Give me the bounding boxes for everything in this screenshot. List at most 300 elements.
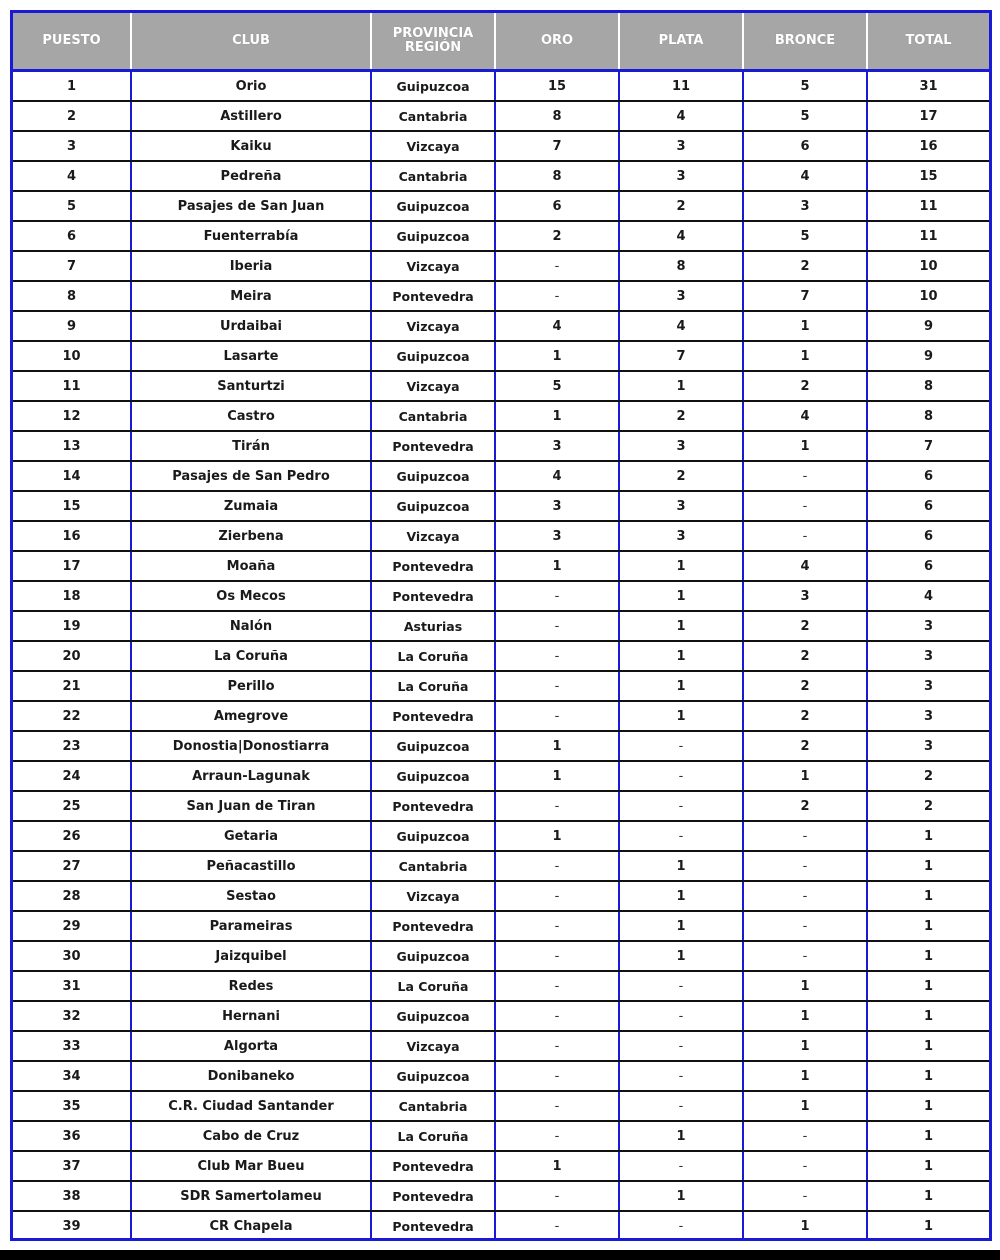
cell-total: 1 <box>867 881 989 911</box>
table-row <box>13 971 989 1001</box>
cell-provincia: Guipuzcoa <box>371 71 495 102</box>
cell-plata: - <box>619 761 743 791</box>
cell-total: 3 <box>867 611 989 641</box>
table-row <box>13 101 989 131</box>
cell-puesto: 34 <box>13 1061 131 1091</box>
cell-bronce: - <box>743 1181 867 1211</box>
cell-oro: 6 <box>495 191 619 221</box>
cell-total: 10 <box>867 251 989 281</box>
cell-club: CR Chapela <box>131 1211 371 1240</box>
cell-puesto: 38 <box>13 1181 131 1211</box>
cell-plata: - <box>619 1031 743 1061</box>
cell-bronce: - <box>743 521 867 551</box>
cell-puesto: 20 <box>13 641 131 671</box>
cell-puesto: 6 <box>13 221 131 251</box>
cell-total: 1 <box>867 971 989 1001</box>
cell-provincia: Pontevedra <box>371 1211 495 1240</box>
cell-bronce: 5 <box>743 101 867 131</box>
cell-bronce: 4 <box>743 401 867 431</box>
cell-plata: 1 <box>619 551 743 581</box>
table-body <box>13 71 989 1241</box>
cell-oro: - <box>495 1001 619 1031</box>
cell-total: 9 <box>867 341 989 371</box>
cell-club: Hernani <box>131 1001 371 1031</box>
cell-puesto: 25 <box>13 791 131 821</box>
cell-plata: 2 <box>619 191 743 221</box>
cell-puesto: 4 <box>13 161 131 191</box>
cell-oro: 1 <box>495 761 619 791</box>
table-row <box>13 791 989 821</box>
cell-plata: 1 <box>619 371 743 401</box>
cell-provincia: Guipuzcoa <box>371 1001 495 1031</box>
cell-club: Kaiku <box>131 131 371 161</box>
cell-oro: 1 <box>495 821 619 851</box>
header-club: CLUB <box>131 13 371 71</box>
cell-puesto: 8 <box>13 281 131 311</box>
cell-total: 1 <box>867 1181 989 1211</box>
cell-puesto: 22 <box>13 701 131 731</box>
cell-total: 8 <box>867 401 989 431</box>
cell-club: SDR Samertolameu <box>131 1181 371 1211</box>
cell-provincia: Vizcaya <box>371 371 495 401</box>
cell-plata: 4 <box>619 221 743 251</box>
cell-total: 1 <box>923 1218 934 1234</box>
table-row <box>13 131 989 161</box>
table-row <box>13 701 989 731</box>
cell-club: Iberia <box>131 251 371 281</box>
cell-plata: 1 <box>619 941 743 971</box>
table-row <box>13 1001 989 1031</box>
cell-plata: - <box>619 821 743 851</box>
cell-puesto: 29 <box>13 911 131 941</box>
cell-club: Pasajes de San Pedro <box>131 461 371 491</box>
table-row <box>13 431 989 461</box>
cell-puesto: 23 <box>13 731 131 761</box>
cell-total: 1 <box>867 1121 989 1151</box>
medal-table-frame <box>10 10 992 1241</box>
cell-plata: - <box>619 971 743 1001</box>
cell-bronce: - <box>743 1121 867 1151</box>
cell-puesto: 26 <box>13 821 131 851</box>
cell-total: 10 <box>867 281 989 311</box>
cell-bronce: 2 <box>743 701 867 731</box>
cell-provincia: Pontevedra <box>371 581 495 611</box>
cell-plata: 3 <box>619 281 743 311</box>
cell-plata: 2 <box>619 461 743 491</box>
cell-club: La Coruña <box>131 641 371 671</box>
cell-bronce: 2 <box>743 731 867 761</box>
cell-bronce: 1 <box>743 1001 867 1031</box>
table-row <box>13 881 989 911</box>
cell-club: Urdaibai <box>131 311 371 341</box>
cell-plata: 1 <box>619 641 743 671</box>
cell-oro: 3 <box>495 521 619 551</box>
cell-oro: - <box>495 1031 619 1061</box>
cell-bronce: 6 <box>743 131 867 161</box>
cell-provincia: Vizcaya <box>371 521 495 551</box>
cell-plata: 1 <box>619 881 743 911</box>
cell-club: Club Mar Bueu <box>131 1151 371 1181</box>
cell-bronce: - <box>743 851 867 881</box>
cell-club: Orio <box>131 71 371 102</box>
cell-plata: - <box>619 1151 743 1181</box>
cell-provincia: Pontevedra <box>371 1181 495 1211</box>
cell-plata: 1 <box>619 671 743 701</box>
cell-puesto: 39 <box>13 1211 131 1240</box>
cell-bronce: 1 <box>743 311 867 341</box>
table-row <box>13 761 989 791</box>
cell-puesto: 12 <box>13 401 131 431</box>
cell-plata: 3 <box>619 131 743 161</box>
table-row <box>13 1091 989 1121</box>
cell-club: Os Mecos <box>131 581 371 611</box>
header-total: TOTAL <box>867 13 989 71</box>
cell-puesto: 14 <box>13 461 131 491</box>
cell-bronce: 2 <box>743 671 867 701</box>
cell-plata: 3 <box>619 161 743 191</box>
cell-plata: 1 <box>619 1181 743 1211</box>
cell-total: 1 <box>867 1061 989 1091</box>
cell-provincia: Pontevedra <box>371 911 495 941</box>
cell-plata: 4 <box>619 101 743 131</box>
cell-bronce: - <box>743 1151 867 1181</box>
cell-club: Donibaneko <box>131 1061 371 1091</box>
cell-oro: 7 <box>495 131 619 161</box>
cell-bronce: 1 <box>743 761 867 791</box>
table-row <box>13 641 989 671</box>
cell-oro: - <box>495 701 619 731</box>
cell-provincia: Asturias <box>371 611 495 641</box>
cell-total: 11 <box>867 191 989 221</box>
cell-bronce: 1 <box>743 1061 867 1091</box>
table-header <box>13 13 989 71</box>
cell-bronce: - <box>743 491 867 521</box>
cell-bronce: 2 <box>743 371 867 401</box>
cell-oro: 4 <box>495 311 619 341</box>
cell-provincia: Guipuzcoa <box>371 761 495 791</box>
cell-bronce: 3 <box>743 581 867 611</box>
cell-puesto: 2 <box>13 101 131 131</box>
cell-puesto: 3 <box>13 131 131 161</box>
cell-club: Cabo de Cruz <box>131 1121 371 1151</box>
cell-total: 17 <box>867 101 989 131</box>
cell-club: Moaña <box>131 551 371 581</box>
cell-club: Tirán <box>131 431 371 461</box>
cell-total: 1 <box>867 821 989 851</box>
table-row <box>13 1181 989 1211</box>
cell-provincia: La Coruña <box>371 1121 495 1151</box>
cell-provincia: Vizcaya <box>371 131 495 161</box>
cell-provincia: Guipuzcoa <box>371 731 495 761</box>
cell-puesto: 13 <box>13 431 131 461</box>
cell-club: Santurtzi <box>131 371 371 401</box>
cell-bronce: 1 <box>743 1031 867 1061</box>
cell-total: 16 <box>867 131 989 161</box>
table-row <box>13 161 989 191</box>
cell-oro: 5 <box>495 371 619 401</box>
cell-plata: - <box>619 1211 743 1240</box>
cell-club: Nalón <box>131 611 371 641</box>
cell-puesto: 11 <box>13 371 131 401</box>
cell-oro: - <box>495 611 619 641</box>
cell-provincia: Pontevedra <box>371 701 495 731</box>
cell-total: 6 <box>867 551 989 581</box>
cell-bronce: 1 <box>743 341 867 371</box>
cell-plata: 1 <box>619 611 743 641</box>
cell-club: Sestao <box>131 881 371 911</box>
cell-club: Castro <box>131 401 371 431</box>
table-row <box>13 371 989 401</box>
cell-bronce: 4 <box>743 551 867 581</box>
cell-oro: 1 <box>495 401 619 431</box>
header-oro: ORO <box>495 13 619 71</box>
cell-plata: 3 <box>619 431 743 461</box>
cell-club: Algorta <box>131 1031 371 1061</box>
table-row <box>13 251 989 281</box>
cell-puesto: 9 <box>13 311 131 341</box>
table-row <box>13 311 989 341</box>
cell-plata: - <box>619 731 743 761</box>
cell-provincia: Guipuzcoa <box>371 821 495 851</box>
cell-bronce: 5 <box>743 71 867 102</box>
cell-oro: 1 <box>495 1151 619 1181</box>
cell-oro: 1 <box>495 731 619 761</box>
cell-puesto: 27 <box>13 851 131 881</box>
cell-club: Parameiras <box>131 911 371 941</box>
cell-total: 1 <box>867 911 989 941</box>
cell-puesto: 35 <box>13 1091 131 1121</box>
cell-provincia: Guipuzcoa <box>371 461 495 491</box>
header-provincia <box>371 13 495 71</box>
table-row <box>13 191 989 221</box>
cell-club: Pedreña <box>131 161 371 191</box>
cell-puesto: 21 <box>13 671 131 701</box>
cell-puesto: 10 <box>13 341 131 371</box>
cell-total: 7 <box>867 431 989 461</box>
cell-bronce: 2 <box>743 641 867 671</box>
cell-oro: - <box>495 671 619 701</box>
table-row <box>13 1151 989 1181</box>
cell-bronce: 3 <box>743 191 867 221</box>
cell-puesto: 19 <box>13 611 131 641</box>
cell-oro: - <box>495 281 619 311</box>
cell-total: 2 <box>867 791 989 821</box>
cell-oro: - <box>495 251 619 281</box>
cell-bronce: 2 <box>743 251 867 281</box>
cell-bronce: - <box>743 821 867 851</box>
cell-club: Amegrove <box>131 701 371 731</box>
cell-provincia: Cantabria <box>371 1091 495 1121</box>
cell-total: 3 <box>867 671 989 701</box>
cell-puesto: 32 <box>13 1001 131 1031</box>
cell-plata: - <box>619 791 743 821</box>
cell-club: Pasajes de San Juan <box>131 191 371 221</box>
cell-oro: 2 <box>495 221 619 251</box>
cell-bronce: - <box>743 881 867 911</box>
cell-oro: - <box>495 581 619 611</box>
cell-plata: 3 <box>619 491 743 521</box>
cell-plata: 4 <box>619 311 743 341</box>
cell-total: 11 <box>867 221 989 251</box>
cell-oro: - <box>495 1121 619 1151</box>
cell-total: 6 <box>867 521 989 551</box>
cell-puesto: 31 <box>13 971 131 1001</box>
table-row <box>13 1061 989 1091</box>
cell-puesto: 17 <box>13 551 131 581</box>
cell-puesto: 33 <box>13 1031 131 1061</box>
cell-puesto: 7 <box>13 251 131 281</box>
cell-oro: - <box>495 881 619 911</box>
table-row <box>13 281 989 311</box>
cell-provincia: Pontevedra <box>371 1151 495 1181</box>
cell-club: Zierbena <box>131 521 371 551</box>
cell-total: 4 <box>867 581 989 611</box>
header-provincia-line1: PROVINCIA <box>392 26 474 41</box>
cell-club: Zumaia <box>131 491 371 521</box>
cell-club: Getaria <box>131 821 371 851</box>
table-row <box>13 671 989 701</box>
cell-total: 1 <box>867 1151 989 1181</box>
cell-provincia: Vizcaya <box>371 881 495 911</box>
cell-provincia: Guipuzcoa <box>371 1061 495 1091</box>
table-row <box>13 1031 989 1061</box>
cell-bronce: 7 <box>743 281 867 311</box>
cell-provincia: La Coruña <box>371 641 495 671</box>
cell-oro: - <box>495 941 619 971</box>
cell-plata: 1 <box>619 701 743 731</box>
cell-club: Peñacastillo <box>131 851 371 881</box>
cell-provincia: Pontevedra <box>371 791 495 821</box>
cell-bronce: 1 <box>743 1211 867 1240</box>
cell-provincia: Pontevedra <box>371 431 495 461</box>
cell-club: Astillero <box>131 101 371 131</box>
cell-oro: 8 <box>495 161 619 191</box>
cell-puesto: 5 <box>13 191 131 221</box>
cell-provincia: Cantabria <box>371 851 495 881</box>
cell-total: 1 <box>867 1001 989 1031</box>
cell-plata: 2 <box>619 401 743 431</box>
table-row <box>13 941 989 971</box>
cell-provincia: La Coruña <box>371 671 495 701</box>
table-row <box>13 851 989 881</box>
cell-puesto: 24 <box>13 761 131 791</box>
cell-plata: 1 <box>619 581 743 611</box>
table-row <box>13 401 989 431</box>
cell-oro: 3 <box>495 431 619 461</box>
cell-total: 1 <box>867 851 989 881</box>
cell-total: 1 <box>867 941 989 971</box>
cell-total: 9 <box>867 311 989 341</box>
cell-plata: 1 <box>619 851 743 881</box>
cell-provincia: Cantabria <box>371 161 495 191</box>
cell-club: Arraun-Lagunak <box>131 761 371 791</box>
table-row <box>13 461 989 491</box>
cell-oro: 1 <box>495 341 619 371</box>
cell-plata: - <box>619 1091 743 1121</box>
header-provincia-line2: REGIÓN <box>404 40 462 55</box>
table-row <box>13 581 989 611</box>
cell-plata: 11 <box>619 71 743 102</box>
table-row <box>13 521 989 551</box>
cell-provincia: Cantabria <box>371 401 495 431</box>
table-row <box>13 1211 989 1240</box>
cell-bronce: 1 <box>743 971 867 1001</box>
cell-oro: - <box>495 641 619 671</box>
cell-oro: - <box>495 971 619 1001</box>
cell-provincia: Cantabria <box>371 101 495 131</box>
cell-club: San Juan de Tiran <box>131 791 371 821</box>
header-puesto: PUESTO <box>13 13 131 71</box>
table-row <box>13 911 989 941</box>
cell-provincia: Guipuzcoa <box>371 341 495 371</box>
cell-club: Redes <box>131 971 371 1001</box>
cell-plata: 1 <box>619 1121 743 1151</box>
cell-puesto: 37 <box>13 1151 131 1181</box>
cell-club: Donostia|Donostiarra <box>131 731 371 761</box>
cell-puesto: 1 <box>13 71 131 102</box>
cell-puesto: 36 <box>13 1121 131 1151</box>
header-row <box>13 13 989 71</box>
table-row <box>13 551 989 581</box>
cell-oro: - <box>495 1091 619 1121</box>
bottom-bar <box>0 1250 1000 1260</box>
cell-club: Lasarte <box>131 341 371 371</box>
table-row <box>13 341 989 371</box>
cell-puesto: 28 <box>13 881 131 911</box>
cell-bronce: - <box>743 941 867 971</box>
medal-table <box>13 13 989 1240</box>
cell-club: Jaizquibel <box>131 941 371 971</box>
cell-plata: 3 <box>619 521 743 551</box>
cell-oro: - <box>495 1181 619 1211</box>
cell-provincia: Guipuzcoa <box>371 491 495 521</box>
cell-total: 3 <box>867 701 989 731</box>
cell-oro: 3 <box>495 491 619 521</box>
cell-bronce: 5 <box>743 221 867 251</box>
cell-plata: 8 <box>619 251 743 281</box>
cell-plata: 1 <box>619 911 743 941</box>
cell-plata: 7 <box>619 341 743 371</box>
cell-provincia: Vizcaya <box>371 311 495 341</box>
cell-club: Perillo <box>131 671 371 701</box>
cell-provincia: La Coruña <box>371 971 495 1001</box>
table-row <box>13 611 989 641</box>
cell-total: 1 <box>867 1031 989 1061</box>
table-row <box>13 821 989 851</box>
cell-oro: - <box>495 791 619 821</box>
cell-puesto: 18 <box>13 581 131 611</box>
cell-plata: - <box>619 1061 743 1091</box>
cell-oro: - <box>495 1211 619 1240</box>
cell-total: 6 <box>867 461 989 491</box>
cell-bronce: - <box>743 461 867 491</box>
table-row <box>13 221 989 251</box>
cell-total: 1 <box>867 1091 989 1121</box>
cell-provincia: Guipuzcoa <box>371 221 495 251</box>
cell-provincia: Guipuzcoa <box>371 191 495 221</box>
cell-provincia: Pontevedra <box>371 281 495 311</box>
cell-bronce: 4 <box>743 161 867 191</box>
cell-bronce: 1 <box>743 1091 867 1121</box>
cell-oro: - <box>495 911 619 941</box>
cell-bronce: - <box>743 911 867 941</box>
table-row <box>13 491 989 521</box>
header-plata: PLATA <box>619 13 743 71</box>
cell-bronce: 2 <box>743 791 867 821</box>
cell-oro: 15 <box>495 71 619 102</box>
table-row <box>13 1121 989 1151</box>
cell-provincia: Pontevedra <box>371 551 495 581</box>
